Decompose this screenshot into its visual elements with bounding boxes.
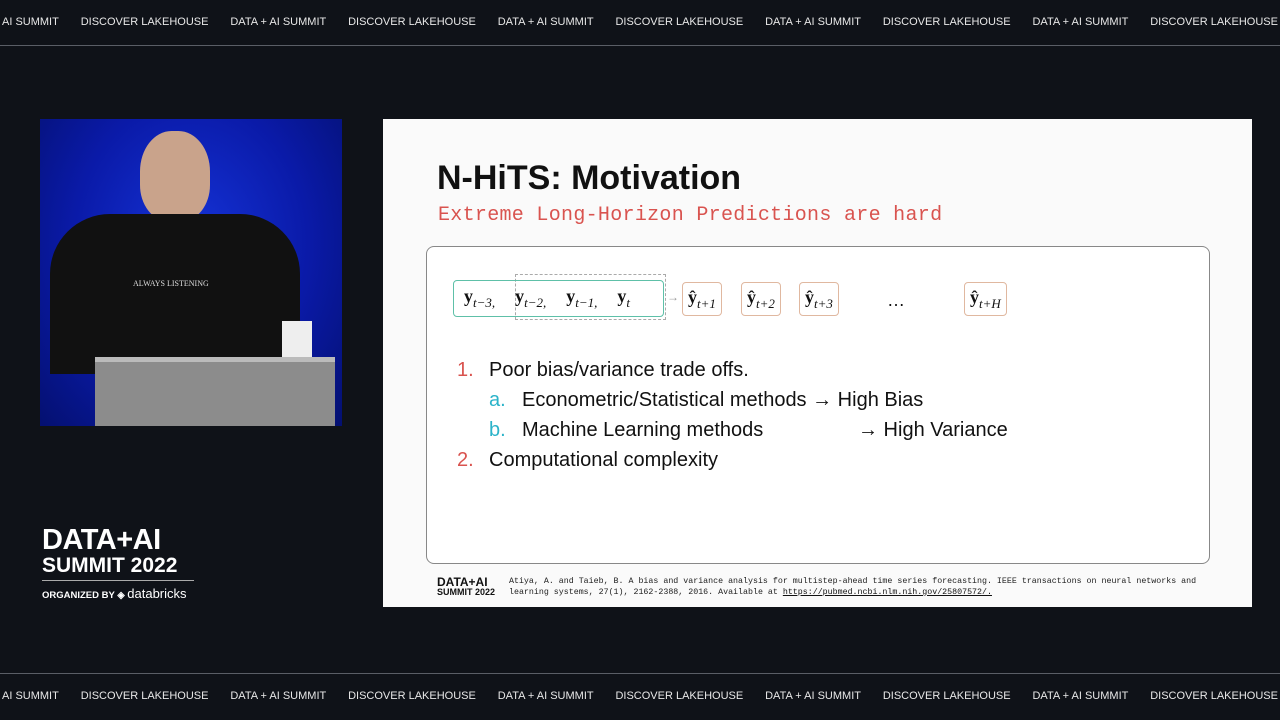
top-ticker [0,16,1280,36]
list-item: b. Machine Learning methods → High Variance [489,419,1008,441]
summit-logo [42,526,194,601]
ticker-item: DATA + AI SUMMIT [765,690,861,702]
ticker-item: DATA + AI SUMMIT [230,16,327,28]
ticker-item: DISCOVER LAKEHOUSE [882,16,1011,28]
logo-line2: SUMMIT 2022 [42,555,194,581]
output-term: $ŷ_{t+3}$ [799,282,839,316]
ticker-item: DATA + AI SUMMIT [1032,16,1129,28]
output-term: $ŷ_{t+H}$ [964,282,1007,316]
shirt-text: ALWAYS LISTENING [133,279,209,288]
ticker-item: DATA + AI SUMMIT [1032,690,1129,702]
ticker-item: AI SUMMIT [2,690,59,702]
logo-line1: DATA+AI [42,524,161,556]
citation: Atiya, A. and Taieb, B. A bias and variance analysis for multistep-ahead time series forecasting. IEEE transactions on neural networks and learning systems, 27(1), 2162-2388, 2016. Available at https://pubmed.ncbi.nlm.nih.gov/25807572/. [509,577,1197,597]
speaker-body [50,214,300,374]
ticker-item: DISCOVER LAKEHOUSE [615,690,744,702]
slide-subtitle: Extreme Long-Horizon Predictions are hard [438,204,943,227]
ticker-item: DISCOVER LAKEHOUSE [348,16,476,28]
content-panel [426,246,1210,564]
ticker-item: DISCOVER LAKEHOUSE [80,690,209,702]
divider [0,673,1280,674]
ticker-item: DISCOVER LAKEHOUSE [1150,690,1278,702]
bottom-ticker [0,690,1280,710]
list-item: a. Econometric/Statistical methods → High Bias [489,389,924,411]
ticker-item: DATA + AI SUMMIT [230,690,327,702]
input-term: $y_t$ [617,286,631,310]
ellipsis: … [887,290,905,310]
ticker-item: DISCOVER LAKEHOUSE [1150,16,1278,28]
citation-link[interactable]: https://pubmed.ncbi.nlm.nih.gov/25807572/. [782,588,992,597]
ticker-item: DISCOVER LAKEHOUSE [615,16,744,28]
input-window [453,280,664,317]
input-term: $y_{t-3,}$ [464,286,496,310]
organized-by [42,586,194,601]
ticker-item: DATA + AI SUMMIT [497,690,594,702]
bullet-list [457,355,1008,475]
list-item: 2. Computational complexity [457,449,718,471]
cup [282,321,312,357]
slide-footer-logo: DATA+AI SUMMIT 2022 [437,575,496,597]
ticker-item: DISCOVER LAKEHOUSE [80,16,209,28]
input-term: $y_{t-2,}$ [515,286,547,310]
divider [0,45,1280,46]
list-item: 1. Poor bias/variance trade offs. [457,359,749,381]
speaker-video [40,119,342,426]
arrow-icon: → [667,290,679,304]
ticker-item: DATA + AI SUMMIT [765,16,861,28]
slide-title: N-HiTS: Motivation [437,159,742,197]
input-term: $y_{t-1,}$ [566,286,598,310]
presentation-slide [383,119,1252,607]
output-term: $ŷ_{t+1}$ [682,282,722,316]
databricks-icon: ◈ [117,590,125,601]
brand-name: databricks [127,586,187,601]
ticker-item: AI SUMMIT [2,16,59,28]
organized-label: ORGANIZED BY [42,590,115,601]
output-term: $ŷ_{t+2}$ [741,282,781,316]
ticker-item: DISCOVER LAKEHOUSE [882,690,1011,702]
speaker-head [140,131,210,221]
ticker-item: DATA + AI SUMMIT [497,16,594,28]
ticker-item: DISCOVER LAKEHOUSE [348,690,476,702]
podium [95,357,335,426]
